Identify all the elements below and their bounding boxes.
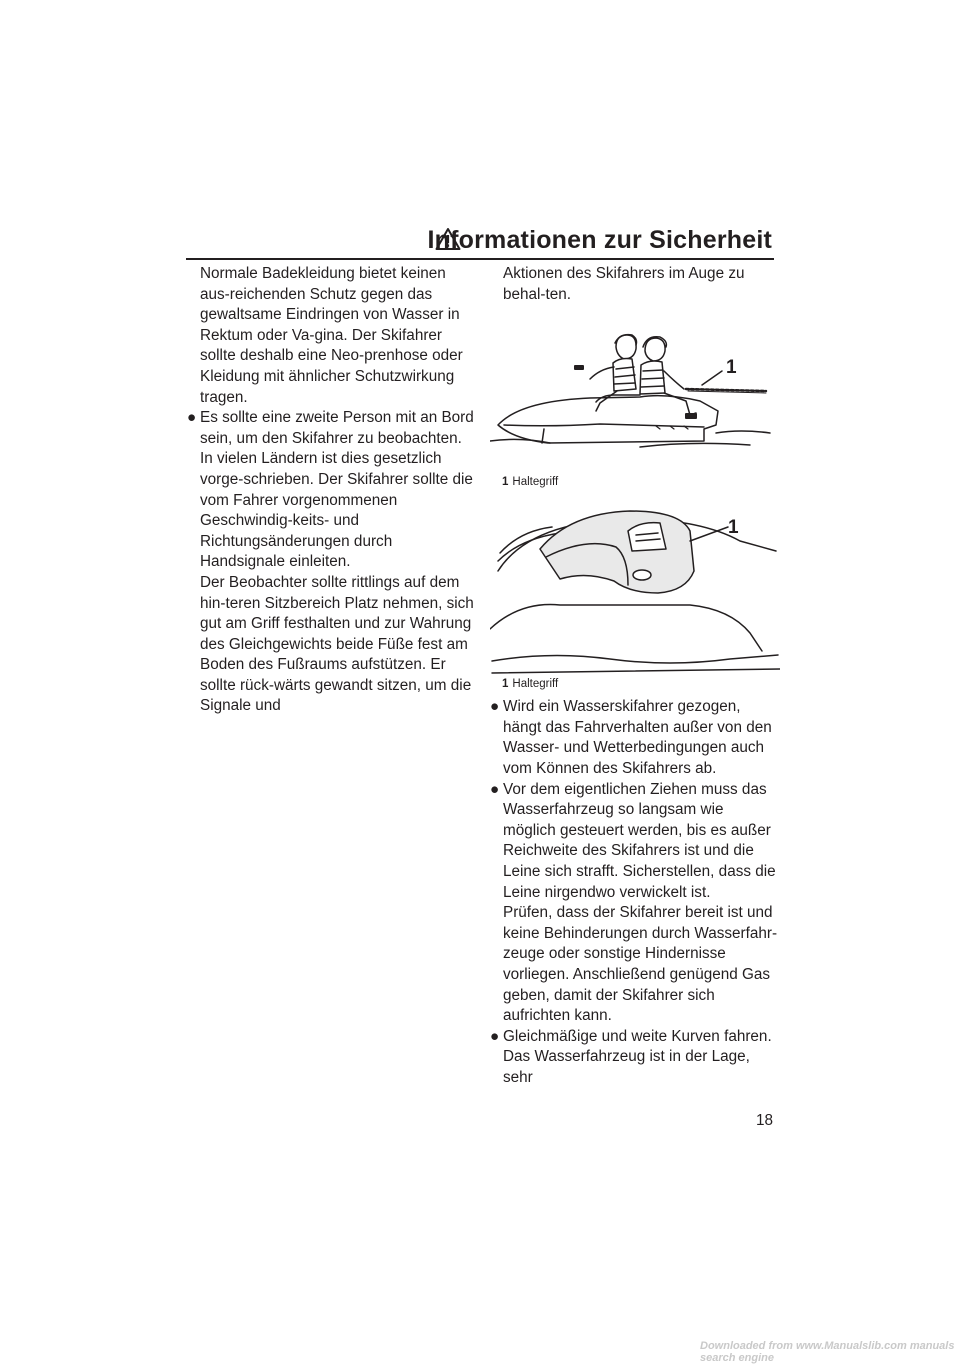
bullet-icon: ● (187, 409, 197, 427)
bullet-icon: ● (490, 780, 500, 798)
watercraft-with-riders-illustration (490, 305, 780, 481)
figure-grab-handle (490, 501, 780, 679)
caption-number: 1 (502, 678, 509, 691)
bullet-icon: ● (490, 1027, 500, 1045)
figure2-caption (490, 677, 780, 691)
grab-handle-illustration (490, 501, 780, 679)
caption-text: Haltegriff (512, 678, 559, 691)
list-item-observer (187, 408, 477, 717)
page-header (186, 222, 774, 260)
right-column (490, 264, 780, 1088)
caption-text: Haltegriff (512, 476, 559, 489)
bullet-icon: ● (490, 698, 500, 716)
paragraph-continuation: Aktionen des Skifahrers im Auge zu behal-ten. (503, 265, 745, 303)
bullet-text: Gleichmäßige und weite Kurven fahren. (503, 1027, 772, 1045)
caption-number: 1 (502, 476, 509, 489)
figure-watercraft-riders (490, 305, 780, 481)
callout-1: 1 (728, 517, 739, 539)
callout-1: 1 (726, 357, 737, 379)
watermark[interactable]: Downloaded from www.Manualslib.com manuals search engine (700, 1340, 955, 1364)
list-item-slow-start (490, 780, 780, 1027)
bullet-continuation: Das Wasserfahrzeug ist in der Lage, sehr (503, 1048, 750, 1086)
bullet-continuation: Der Beobachter sollte rittlings auf dem hin-teren Sitzbereich Platz nehmen, sich gut am Griff festhalten und zur Wahrung des Gleichgewichts beide Füße fest am Boden des Fußraums aufstützen. Er sollte rück-wärts gewandt sitzen, um die Signale und (200, 573, 474, 715)
left-column (187, 264, 477, 717)
list-item-curves (490, 1027, 780, 1089)
bullet-text: Vor dem eigentlichen Ziehen muss das Wasserfahrzeug so langsam wie möglich gesteuert werden, bis es außer Reichweite des Skifahrers ist und die Leine sich strafft. Sicherstellen, dass die Leine nirgendwo verwickelt ist. (503, 780, 776, 901)
list-item-towing (490, 697, 780, 779)
page-title: Informationen zur Sicherheit (427, 226, 772, 254)
bullet-text: Wird ein Wasserskifahrer gezogen, hängt das Fahrverhalten außer von den Wasser- und Wetterbedingungen auch vom Können des Skifahrers ab. (503, 698, 772, 777)
bullet-continuation: Prüfen, dass der Skifahrer bereit ist und keine Behinderungen durch Wasserfahr-zeuge oder sonstige Hindernisse vorliegen. Anschließend genügend Gas geben, damit der Skifahrer sich aufrichten kann. (503, 904, 778, 1025)
page-number: 18 (756, 1112, 774, 1129)
bullet-text: Es sollte eine zweite Person mit an Bord sein, um den Skifahrer zu beobachten. In vielen Ländern ist dies gesetzlich vorge-schrieben. Der Skifahrer sollte die vom Fahrer vorgenommenen Geschwindig-keits- und Richtungsänderungen durch Handsignale einleiten. (200, 409, 474, 571)
paragraph-swimwear: Normale Badekleidung bietet keinen aus-reichenden Schutz gegen das gewaltsame Eindringen von Wasser in Rektum oder Va-gina. Der Skifahrer sollte deshalb eine Neo-prenhose oder Kleidung mit ähnlicher Schutzwirkung tragen. (200, 265, 463, 406)
